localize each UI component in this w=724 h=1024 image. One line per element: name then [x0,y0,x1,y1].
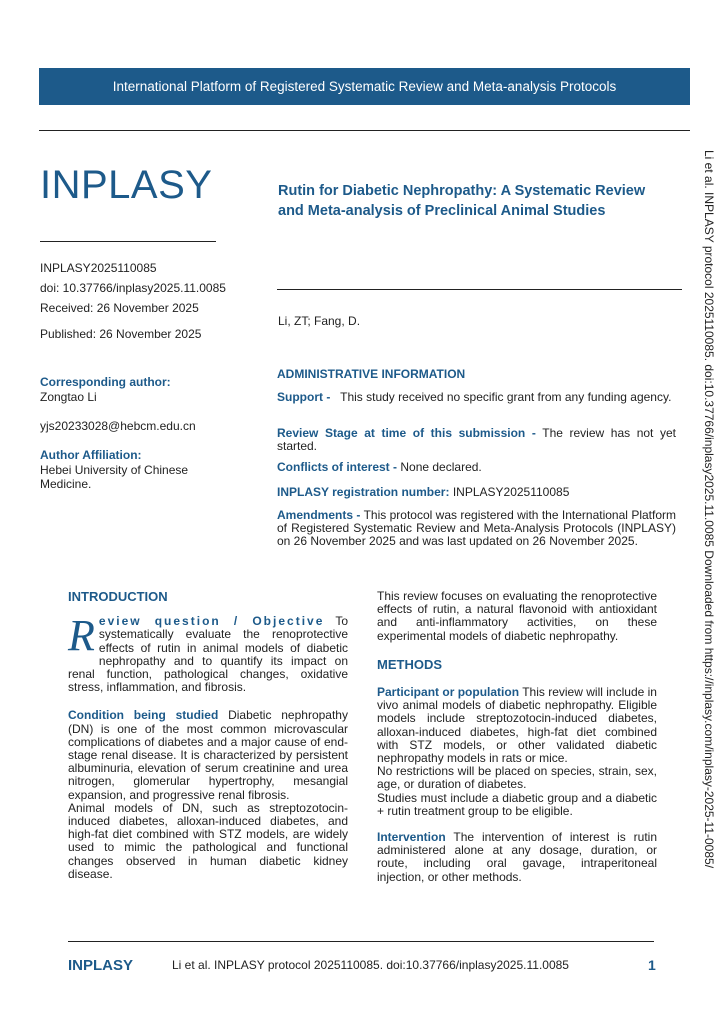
page-number: 1 [648,957,656,973]
title-divider [277,289,682,290]
support-value: This study received no specific grant from any funding agency. [340,390,672,404]
inplasy-id: INPLASY2025110085 [40,261,157,275]
condition-text: Diabetic nephropathy (DN) is one of the most common microvascular complications of diabetes and a major cause of end-stage renal disease. It is characterized by persistent albuminuria, elevation of serum creatinine and urea nitrogen, glomerular hypertrophy, mesangial expansion, and progressive renal fibrosis. [68,708,348,802]
registration-value: INPLASY2025110085 [452,485,570,499]
doi-text: doi: 10.37766/inplasy2025.11.0085 [40,281,226,295]
conflicts-section [277,461,676,474]
corresponding-author-name: Zongtao Li [40,390,97,404]
stage-label: Review Stage at time of this submission - [277,426,536,440]
top-divider [39,130,690,131]
brand-divider [40,241,216,242]
received-date: Received: 26 November 2025 [40,301,199,315]
methods-heading: METHODS [377,656,442,672]
footer-brand: INPLASY [68,957,134,974]
intervention-label: Intervention [377,830,446,845]
review-question-text: To systematically evaluate the renoprotective effects of rutin in animal models of diabetic nephropathy and to quantify its impact on renal function, pathological changes, oxidative stress, inflammation, and fibrosis. [68,614,348,695]
conflicts-label: Conflicts of interest - [277,460,398,474]
side-citation: Li et al. INPLASY protocol 2025110085. doi:10.37766/inplasy2025.11.0085 Downloaded from https://inplasy.com/inplasy-2025-11-0085/ [702,150,716,869]
population-paragraph [377,686,657,765]
authors: Li, ZT; Fang, D. [278,314,361,328]
amendments-value: This protocol was registered with the International Platform of Registered Systematic Review and Meta-Analysis Protocols (INPLASY) on 26 November 2025 and was last updated on 26 November 2025. [277,508,677,548]
condition-paragraph-2: Animal models of DN, such as streptozotocin-induced diabetes, alloxan-induced diabetes, and high-fat diet combined with STZ models, are widely used to mimic the pathological and functional changes observed in human diabetic kidney disease. [68,800,348,881]
conflicts-value: None declared. [400,460,482,474]
journal-banner [39,68,690,105]
introduction-heading: INTRODUCTION [68,589,168,604]
right-column [377,590,657,884]
paper-title: Rutin for Diabetic Nephropathy: A Systematic Review and Meta-analysis of Preclinical Animal Studies [278,183,646,219]
amendments-label: Amendments - [277,508,361,522]
brand-logo-text: INPLASY [40,163,213,207]
footer-divider [68,941,654,942]
review-question-paragraph [68,611,348,695]
drop-cap: R [68,611,95,661]
affiliation-label: Author Affiliation: [40,448,142,462]
support-section [277,391,676,404]
intro-column [68,590,348,881]
stage-section [277,427,676,453]
intervention-paragraph [377,831,657,884]
footer-citation: Li et al. INPLASY protocol 2025110085. doi:10.37766/inplasy2025.11.0085 [172,958,569,972]
amendments-section [277,509,676,548]
admin-heading-text: ADMINISTRATIVE INFORMATION [277,367,466,381]
corresponding-author-email[interactable]: yjs20233028@hebcm.edu.cn [40,419,196,433]
corresponding-author-label: Corresponding author: [40,375,171,389]
population-text: This review will include in vivo animal models of diabetic nephropathy. Eligible models include streptozotocin-induced diabetes, alloxan-induced diabetes, high-fat diet combined with STZ models, or other validated diabetic nephropathy models in rats or mice. [377,685,657,766]
published-date: Published: 26 November 2025 [40,327,202,341]
review-question-label: eview question / Objective [98,614,325,629]
population-paragraph-2: No restrictions will be placed on species, strain, sex, age, or duration of diabetes. [377,764,657,792]
affiliation-value: Hebei University of Chinese Medicine. [40,463,189,491]
condition-paragraph [68,709,348,801]
intervention-text: The intervention of interest is rutin administered alone at any dosage, duration, or route, including oral gavage, intraperitoneal injection, or other methods. [377,830,657,884]
condition-label: Condition being studied [68,708,219,723]
population-label: Participant or population [377,685,520,700]
stage-value: The review has not yet started. [277,426,676,453]
admin-heading [277,368,676,381]
focus-paragraph: This review focuses on evaluating the renoprotective effects of rutin, a natural flavonoid with antioxidant and anti-inflammatory activities, on these experimental models of diabetic nephropathy. [377,589,657,643]
banner-text: International Platform of Registered Systematic Review and Meta-analysis Protocols [112,79,617,94]
support-label: Support - [277,390,331,404]
registration-section [277,486,676,499]
registration-label: INPLASY registration number: [277,485,450,499]
population-paragraph-3: Studies must include a diabetic group and a diabetic + rutin treatment group to be eligible. [377,790,657,818]
